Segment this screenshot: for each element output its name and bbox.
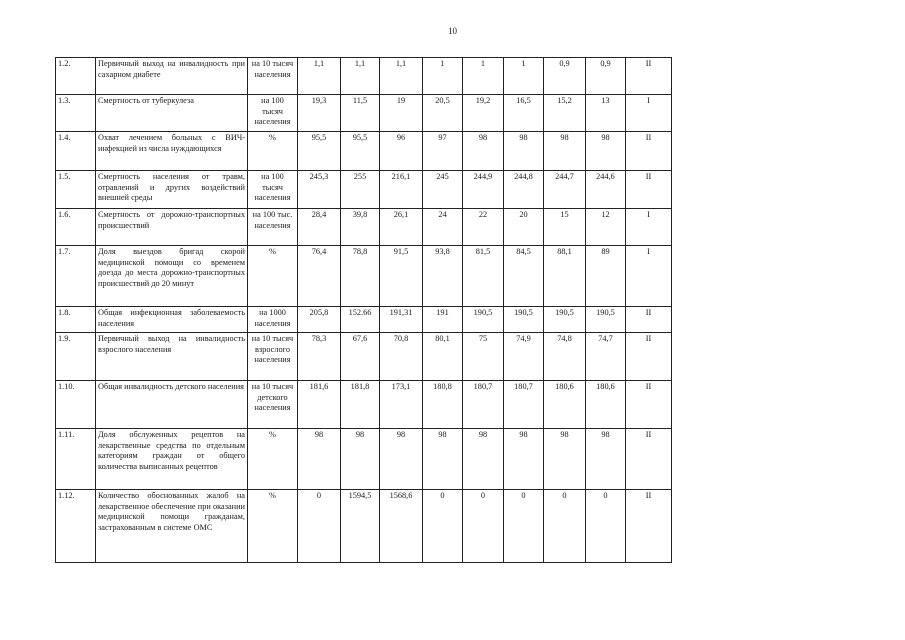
value-cell: 96 bbox=[380, 132, 423, 171]
value-cell: 80,1 bbox=[423, 333, 463, 381]
value-cell: 24 bbox=[423, 209, 463, 246]
value-cell: 205,8 bbox=[298, 307, 341, 333]
value-cell: 98 bbox=[586, 429, 626, 490]
value-cell: 191,31 bbox=[380, 307, 423, 333]
value-cell: 0 bbox=[504, 490, 544, 563]
row-number: 1.5. bbox=[56, 171, 96, 209]
table-row bbox=[56, 132, 672, 171]
unit-cell: на 10 тысяч взрослого населения bbox=[248, 333, 298, 381]
value-cell: 0,9 bbox=[586, 58, 626, 95]
table-row bbox=[56, 95, 672, 132]
unit-cell: % bbox=[248, 429, 298, 490]
indicator-name: Общая инвалидность детского населения bbox=[96, 381, 248, 429]
value-cell: 180,6 bbox=[544, 381, 586, 429]
unit-cell: на 10 тысяч населения bbox=[248, 58, 298, 95]
row-number: 1.12. bbox=[56, 490, 96, 563]
value-cell: 98 bbox=[298, 429, 341, 490]
value-cell: 0,9 bbox=[544, 58, 586, 95]
unit-cell: на 10 тысяч детского населения bbox=[248, 381, 298, 429]
value-cell: 67,6 bbox=[341, 333, 380, 381]
value-cell: 93,8 bbox=[423, 246, 463, 307]
value-cell: 1594,5 bbox=[341, 490, 380, 563]
value-cell: 15,2 bbox=[544, 95, 586, 132]
indicator-name: Доля выездов бригад скорой медицинской помощи со временем доезда до места дорожно-транспортных происшествий до 20 минут bbox=[96, 246, 248, 307]
value-cell: 181,8 bbox=[341, 381, 380, 429]
row-number: 1.9. bbox=[56, 333, 96, 381]
level-cell: II bbox=[626, 429, 672, 490]
level-cell: II bbox=[626, 333, 672, 381]
level-cell: II bbox=[626, 171, 672, 209]
value-cell: 28,4 bbox=[298, 209, 341, 246]
value-cell: 98 bbox=[504, 132, 544, 171]
row-number: 1.7. bbox=[56, 246, 96, 307]
value-cell: 98 bbox=[544, 429, 586, 490]
value-cell: 191 bbox=[423, 307, 463, 333]
unit-cell: на 100 тыс. населения bbox=[248, 209, 298, 246]
value-cell: 74,9 bbox=[504, 333, 544, 381]
value-cell: 12 bbox=[586, 209, 626, 246]
value-cell: 78,8 bbox=[341, 246, 380, 307]
unit-cell: % bbox=[248, 132, 298, 171]
value-cell: 39,8 bbox=[341, 209, 380, 246]
value-cell: 15 bbox=[544, 209, 586, 246]
value-cell: 190,5 bbox=[544, 307, 586, 333]
value-cell: 19,3 bbox=[298, 95, 341, 132]
level-cell: I bbox=[626, 209, 672, 246]
value-cell: 98 bbox=[586, 132, 626, 171]
value-cell: 1,1 bbox=[341, 58, 380, 95]
value-cell: 1 bbox=[463, 58, 504, 95]
row-number: 1.10. bbox=[56, 381, 96, 429]
table-row bbox=[56, 490, 672, 563]
value-cell: 97 bbox=[423, 132, 463, 171]
value-cell: 16,5 bbox=[504, 95, 544, 132]
indicator-name: Смертность от туберкулеза bbox=[96, 95, 248, 132]
value-cell: 26,1 bbox=[380, 209, 423, 246]
value-cell: 1568,6 bbox=[380, 490, 423, 563]
unit-cell: на 100 тысяч населения bbox=[248, 171, 298, 209]
table-row bbox=[56, 246, 672, 307]
table-row bbox=[56, 209, 672, 246]
value-cell: 245 bbox=[423, 171, 463, 209]
value-cell: 13 bbox=[586, 95, 626, 132]
value-cell: 180,6 bbox=[586, 381, 626, 429]
value-cell: 152.66 bbox=[341, 307, 380, 333]
table-row bbox=[56, 58, 672, 95]
level-cell: II bbox=[626, 132, 672, 171]
value-cell: 98 bbox=[463, 132, 504, 171]
value-cell: 255 bbox=[341, 171, 380, 209]
indicator-name: Общая инфекционная заболеваемость населения bbox=[96, 307, 248, 333]
value-cell: 98 bbox=[544, 132, 586, 171]
indicator-name: Количество обоснованных жалоб на лекарственное обеспечение при оказании медицинской помощи гражданам, застрахованным в системе ОМС bbox=[96, 490, 248, 563]
value-cell: 75 bbox=[463, 333, 504, 381]
level-cell: II bbox=[626, 490, 672, 563]
value-cell: 88,1 bbox=[544, 246, 586, 307]
value-cell: 190,5 bbox=[504, 307, 544, 333]
level-cell: II bbox=[626, 381, 672, 429]
value-cell: 20,5 bbox=[423, 95, 463, 132]
value-cell: 180,7 bbox=[504, 381, 544, 429]
indicator-name: Первичный выход на инвалидность взрослого населения bbox=[96, 333, 248, 381]
value-cell: 98 bbox=[463, 429, 504, 490]
value-cell: 244,9 bbox=[463, 171, 504, 209]
value-cell: 180,8 bbox=[423, 381, 463, 429]
level-cell: I bbox=[626, 95, 672, 132]
value-cell: 22 bbox=[463, 209, 504, 246]
value-cell: 19,2 bbox=[463, 95, 504, 132]
value-cell: 98 bbox=[341, 429, 380, 490]
value-cell: 0 bbox=[586, 490, 626, 563]
value-cell: 98 bbox=[504, 429, 544, 490]
row-number: 1.11. bbox=[56, 429, 96, 490]
row-number: 1.2. bbox=[56, 58, 96, 95]
value-cell: 89 bbox=[586, 246, 626, 307]
row-number: 1.3. bbox=[56, 95, 96, 132]
table-row bbox=[56, 381, 672, 429]
table-row bbox=[56, 171, 672, 209]
value-cell: 245,3 bbox=[298, 171, 341, 209]
value-cell: 1 bbox=[423, 58, 463, 95]
indicator-name: Смертность населения от травм, отравлений и других воздействий внешней среды bbox=[96, 171, 248, 209]
value-cell: 244,8 bbox=[504, 171, 544, 209]
unit-cell: % bbox=[248, 246, 298, 307]
value-cell: 180,7 bbox=[463, 381, 504, 429]
value-cell: 20 bbox=[504, 209, 544, 246]
value-cell: 0 bbox=[423, 490, 463, 563]
value-cell: 1,1 bbox=[298, 58, 341, 95]
value-cell: 81,5 bbox=[463, 246, 504, 307]
row-number: 1.6. bbox=[56, 209, 96, 246]
value-cell: 244,7 bbox=[544, 171, 586, 209]
value-cell: 190,5 bbox=[463, 307, 504, 333]
value-cell: 98 bbox=[423, 429, 463, 490]
unit-cell: на 1000 населения bbox=[248, 307, 298, 333]
value-cell: 95,5 bbox=[341, 132, 380, 171]
value-cell: 91,5 bbox=[380, 246, 423, 307]
value-cell: 216,1 bbox=[380, 171, 423, 209]
value-cell: 173,1 bbox=[380, 381, 423, 429]
value-cell: 70,8 bbox=[380, 333, 423, 381]
value-cell: 84,5 bbox=[504, 246, 544, 307]
value-cell: 19 bbox=[380, 95, 423, 132]
indicator-name: Первичный выход на инвалидность при сахарном диабете bbox=[96, 58, 248, 95]
value-cell: 190,5 bbox=[586, 307, 626, 333]
table-row bbox=[56, 429, 672, 490]
value-cell: 181,6 bbox=[298, 381, 341, 429]
indicator-name: Смертность от дорожно-транспортных происшествий bbox=[96, 209, 248, 246]
table-row bbox=[56, 333, 672, 381]
value-cell: 95,5 bbox=[298, 132, 341, 171]
row-number: 1.4. bbox=[56, 132, 96, 171]
level-cell: II bbox=[626, 307, 672, 333]
value-cell: 98 bbox=[380, 429, 423, 490]
table-row bbox=[56, 307, 672, 333]
indicator-name: Доля обслуженных рецептов на лекарственные средства по отдельным категориям граждан от общего количества выписанных рецептов bbox=[96, 429, 248, 490]
value-cell: 0 bbox=[544, 490, 586, 563]
value-cell: 76,4 bbox=[298, 246, 341, 307]
value-cell: 78,3 bbox=[298, 333, 341, 381]
value-cell: 0 bbox=[463, 490, 504, 563]
value-cell: 74,7 bbox=[586, 333, 626, 381]
level-cell: II bbox=[626, 58, 672, 95]
level-cell: I bbox=[626, 246, 672, 307]
value-cell: 74,8 bbox=[544, 333, 586, 381]
value-cell: 1,1 bbox=[380, 58, 423, 95]
value-cell: 11,5 bbox=[341, 95, 380, 132]
indicator-name: Охват лечением больных с ВИЧ-инфекцией из числа нуждающихся bbox=[96, 132, 248, 171]
unit-cell: % bbox=[248, 490, 298, 563]
value-cell: 1 bbox=[504, 58, 544, 95]
row-number: 1.8. bbox=[56, 307, 96, 333]
indicators-table bbox=[55, 57, 672, 563]
page-number: 10 bbox=[448, 26, 457, 36]
value-cell: 244,6 bbox=[586, 171, 626, 209]
value-cell: 0 bbox=[298, 490, 341, 563]
unit-cell: на 100 тысяч населения bbox=[248, 95, 298, 132]
